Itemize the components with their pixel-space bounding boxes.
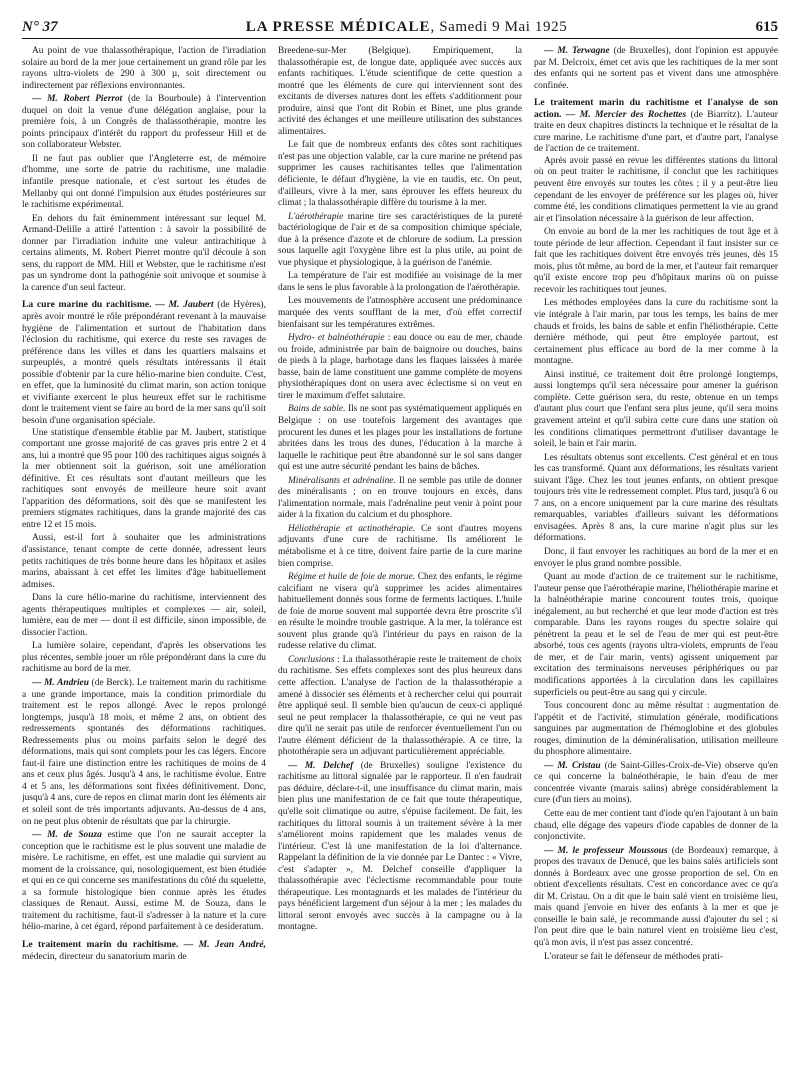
paragraph-text: (de la Bourboule) à l'intervention duquel on doit la venue d'une délégation anglaise, pour la première fois, à un Congrès de thalassothérapie, montre les points principaux d'intérêt du rapport du professeur Hill et de son collaborateur Webster. [22, 94, 266, 151]
paragraph-text: Au point de vue thalassothérapique, l'action de l'irradiation solaire au bord de la mer joue certainement un grand rôle par les rayons ultra-violets de 290 à 300 µ, soit directement ou indirectement par réflexions environnantes. [22, 46, 266, 91]
heading-continuation: (de Hyères), après avoir montré le rôle prépondérant revenant à la mauvaise hygiène de l'alimentation et surtout de l'habitation dans l'éclosion du rachitisme, qui exerce du reste ses ravages de préférence dans les villes et dans les quartiers malsains et surpeuplés, a montré quels résultats intéressants il était possible d'obtenir par la cure hélio-marine bien conduite. C'est, en effet, que la luminosité du climat marin, son action tonique et vivifiante exercent le plus heureux effet sur le rachitisme dont le traitement vient se faire au bord de la mer sans qu'il soit besoin d'une organisation spéciale. [22, 299, 266, 426]
paragraph [278, 271, 522, 294]
paragraph [534, 761, 778, 807]
paragraph-lead: Minéralisants et adrénaline. [288, 475, 396, 486]
paragraph [22, 46, 266, 92]
paragraph-text: : eau douce ou eau de mer, chaude ou froide, administrée par bain de baignoire ou douches, bains de pieds à la plage, barbotage dans les flaques laissées à marée basse, bain de lame constituent une gamme complète de moyens physiothérapiques dont on usera avec éclectisme si on veut en tirer le maximum d'effet salutaire. [278, 333, 522, 401]
paragraph [22, 641, 266, 676]
paragraph-text: Donc, il faut envoyer les rachitiques au bord de la mer et en envoyer le plus grand nombre possible. [534, 546, 778, 569]
heading-text: Le traitement marin du rachitisme et l'analyse de son action. [534, 97, 778, 120]
paragraph [22, 154, 266, 212]
paragraph [534, 952, 778, 964]
paragraph [534, 809, 778, 844]
paragraph-text: Chez des enfants, le régime calcifiant ne visera qu'à supprimer les acides alimentaires habituellement donnés sous forme de ferments lactiques. L'huile de foie de morue souvent mal supportée devra être proscrite s'il en résulte le moindre trouble gastrique. A la mer, la tolérance est souvent plus grande qu'à l'intérieur du pays en raison de la rudesse relative du climat. [278, 572, 522, 652]
paragraph-lead: Héliothérapie et actinothérapie. [288, 523, 416, 534]
page-header [22, 10, 778, 39]
paragraph [534, 547, 778, 570]
paragraph-text: Il ne semble pas utile de donner des minéralisants ; on en trouve toujours en excès, dans l'alimentation normale, mais l'adrénaline peut venir à point pour aider à la fixation du calcium et du phosphore. [278, 475, 522, 521]
heading-continuation: médecin, directeur du sanatorium marin de [22, 950, 187, 962]
paragraph [22, 94, 266, 152]
article-columns [22, 46, 778, 1078]
paragraph-text: (de Bruxelles) souligne l'existence du rachitisme au littoral signalée par le rapporteur. Il n'en faudrait pas déduire, déclare-t-il, une insuffisance du climat marin, mais bien plus une manifestation de ce fait que toute thérapeutique, qu'elle soit climatique ou autre, s'épuise facilement. De fait, les rachitiques du littoral soumis à un traitement sévère à la mer s'améliorent moins rapidement que les malades venus de l'intérieur. C'est là une manifestation de la loi d'alternance. Rappelant la définition de la vie donnée par Le Dantec : « Vivre, c'est s'adapter », M. Delchef conseille d'appliquer la thalassothérapie avec l'éclectisme recommandable pour toute thérapeutique. Les montagnards et les malades de l'intérieur du pays bénéficient largement d'un séjour à la mer ; les malades du littoral seront envoyés avec succès à la campagne ou à la montagne. [278, 760, 522, 933]
paragraph [534, 46, 778, 92]
paragraph [278, 212, 522, 270]
paragraph-text: Ce sont d'autres moyens adjuvants d'une cure de rachitisme. Ils améliorent le métabolisme et à ce titre, doivent faire partie de la cure marine bien comprise. [278, 523, 522, 569]
paragraph-text: Cette eau de mer contient tant d'iode qu'en l'ajoutant à un bain chaud, elle dégage des vapeurs d'iode capables de donner de la conjonctivite. [534, 809, 778, 843]
paragraph-text: Il ne faut pas oublier que l'Angleterre est, de mémoire d'homme, une sorte de patrie du rachitisme, une maladie infantile presque nationale, et c'est surtout les études de Mellanby qui ont donné l'impulsion aux études postérieures sur le rachitisme expérimental. [22, 153, 266, 211]
page-number: 615 [755, 19, 778, 35]
column-right [534, 46, 778, 1078]
paragraph-lead: Régime et huile de foie de morue. [288, 572, 416, 583]
paragraph-text: (de Berck). Le traitement marin du rachitisme a une grande importance, mais la condition primordiale du traitement est le repos allongé. Avec le repos prolongé longtemps, jusqu'à 18 mois, et même 2 ans, on obtient des redressements spontanés des déformations rachitiques. Redressements plus ou moins parfaits selon le degré des déformations, mais qui sont complets pour les cas légers. Encore faut-il faire une distinction entre les rachitiques de moins de 4 ans et ceux plus âgés. Jusqu'à 4 ans, le rachitisme évolue. Entre 4 et 5 ans, les déformations sont fixées définitivement. Donc, jusqu'à 4 ans, cure de repos en climat marin dont les éléments air et soleil sont de très importants adjuvants. Au-dessus de 4 ans, on ne peut plus obtenir de résultats que par la chirurgie. [22, 677, 266, 827]
paragraph-text: En dehors du fait éminemment intéressant sur lequel M. Armand-Delille a attiré l'attention : à savoir la possibilité de donner par l'irradiation induite une valeur antirachitique à certains aliments, M. Robert Pierret montre qu'il découle à son sens, du rapport de MM. Hill et Webster, que le rachitisme n'est pas un syndrome dont la pathogénie soit univoque et soumise à la carence d'un seul facteur. [22, 213, 266, 293]
paragraph-text: Après avoir passé en revue les différentes stations du littoral où on peut traiter le rachitisme, il conclut que les rachitiques peuvent être envoyés sur toutes les côtes ; il y a peut-être lieu cependant de les envoyer de préférence sur les plages où, hiver comme été, les conditions climatiques permettent la vie au grand air et l'insolation nécessaire à la guérison de leur affection. [534, 155, 778, 224]
paragraph [534, 846, 778, 950]
paragraph [534, 453, 778, 545]
speaker-name: — M. Delchef [288, 760, 354, 771]
speaker-name: — M. Terwagne [544, 46, 610, 56]
issue-date: , Samedi 9 Mai 1925 [430, 19, 568, 35]
paragraph-text: Les résultats obtenus sont excellents. C'est général et en tous les cas transformé. Quant aux déformations, les résultats varient suivant l'âge. Chez les tout jeunes enfants, on obtient presque toujours très vite le redressement complet. Plus tard, jusqu'à 6 ou 7 ans, on a encore uniquement par la cure marine des résultats remarquables, variables d'ailleurs suivant les déformations envisagées. Après 8 ans, la cure marine n'agit plus sur les déformations. [534, 452, 778, 544]
paragraph [22, 533, 266, 591]
paragraph-text: Les mouvements de l'atmosphère accusent une prédominance marquée des vents soufflant de la mer, d'où effet correctif bienfaisant sur les températures extrêmes. [278, 296, 522, 330]
paragraph-text: (de Bordeaux) remarque, à propos des travaux de Denucé, que les bains salés artificiels sont donnés à Bordeaux avec une grosse proportion de sel. On en obtient d'excellents résultats. C'est en concordance avec ce qu'a dit M. Cristau. On a dit que le bain salé vient en troisième lieu, mais quand j'envoie en hiver des enfants à la mer et que je conseille le bain salé, je recommande aussi d'ajouter du sel ; si l'on peut dire que le bain naturel vient en troisième lieu c'est, qu'à mon avis, il n'est pas assez concentré. [534, 845, 778, 949]
paragraph-text: On envoie au bord de la mer les rachitiques de tout âge et à toute période de leur affection. Cependant il faut insister sur ce fait que les rachitiques doivent être envoyés très jeunes, dès 15 mois, plus tôt même, au bord de la mer, et l'auteur fait remarquer qu'il existe encore trop peu d'hôpitaux marins où on puisse recevoir les rachitiques tout jeunes. [534, 227, 778, 295]
speaker-name: — M. Jean André, [178, 939, 266, 951]
paragraph-text: Tous concourent donc au même résultat : augmentation de l'appétit et de l'activité, stimulation générale, modifications sanguines par augmentation de l'hémoglobine et des globules rouges, diminution de la déminéralisation, utilisation meilleure du phosphore alimentaire. [534, 701, 778, 758]
speaker-name: — M. Cristau [544, 760, 601, 771]
speaker-name: — M. Robert Pierrot [32, 94, 123, 105]
issue-number: N° 37 [22, 19, 58, 35]
journal-masthead [246, 19, 568, 36]
section-heading [22, 939, 266, 962]
column-middle [278, 46, 522, 1078]
section-heading [22, 299, 266, 426]
paragraph [278, 655, 522, 759]
paragraph-text: (de Bruxelles), dont l'opinion est appuyée par M. Delcroix, émet cet avis que les rachitiques de la mer sont des enfants qui ne sortent pas et vivent dans une atmosphère confinée. [534, 46, 778, 91]
paragraph [22, 678, 266, 828]
heading-continuation: (de Biarritz). L'auteur traite en deux chapitres distincts la technique et le résultat de la cure marine. Le rachitisme d'une part, et d'autre part, l'analyse de l'action de ce traitement. [534, 108, 778, 155]
paragraph [278, 404, 522, 473]
paragraph-text: Le fait que de nombreux enfants des côtes sont rachitiques n'est pas une objection valable, car la cure marine ne prétend pas supprimer les causes rachitisantes telles que l'alimentation déficiente, le défaut d'hygiène, la vie en taudis, etc. On peut, d'ailleurs, vivre à la mer, sans éprouver les effets heureux du climat ; la thalassothérapie diffère du tourisme à la mer. [278, 140, 522, 209]
speaker-name: — M. le professeur Moussous [544, 845, 668, 856]
paragraph [22, 214, 266, 295]
paragraph-lead: Conclusions [288, 654, 335, 665]
paragraph [278, 572, 522, 653]
paragraph-text: Quant au mode d'action de ce traitement sur le rachitisme, l'auteur pense que l'aérothérapie marine, l'héliothérapie marine et la balnéothérapie marine concourent toutes trois, quoique inégalement, au but recherché et que leur mode d'action est très comparable. Dans les rayons rouges du spectre solaire qui pénètrent la peau et le sel de l'eau de mer qui est peut-être absorbé, tous ces agents (rayons ultra-violets, emprunts de l'eau de mer, et de l'air marin, vents) agissent uniquement par excitation des terminaisons nerveuses périphériques ou par modifications apportées à la circulation dans les capillaires superficiels ou peut-être au sang qui y circule. [534, 572, 778, 698]
paragraph [22, 830, 266, 934]
paragraph-text: Les méthodes employées dans la cure du rachitisme sont la vie intégrale à l'air marin, par tous les temps, les bains de mer chauds et froids, les bains de sable et enfin l'héliothérapie. Cette dernière méthode, qui peut être employée partout, est certainement plus efficace au bord de la mer comme à la montagne. [534, 298, 778, 367]
paragraph [278, 476, 522, 522]
column-left [22, 46, 266, 1078]
paragraph-text: La lumière solaire, cependant, d'après les observations les plus récentes, semble jouer un rôle prépondérant dans la cure du rachitisme au bord de la mer. [22, 641, 266, 675]
journal-name: LA PRESSE MÉDICALE [245, 19, 431, 35]
heading-text: Le traitement marin du rachitisme. [22, 939, 179, 951]
paragraph-text: L'orateur se fait le défenseur de méthodes prati- [544, 951, 723, 962]
paragraph [278, 296, 522, 331]
paragraph [278, 140, 522, 209]
paragraph-lead: Bains de sable. [288, 404, 346, 415]
paragraph [534, 701, 778, 759]
paragraph [278, 761, 522, 934]
paragraph-text: Aussi, est-il fort à souhaiter que les administrations d'assistance, tenant compte de cette donnée, adressent leurs petits rachitiques de très bonne heure dans les hôpitaux et asiles marins, abaissant à cet effet les limites d'âge habituellement admises. [22, 533, 266, 590]
paragraph-text: Breedene-sur-Mer (Belgique). Empiriquement, la thalassothérapie est, de longue date, appliquée avec succès aux enfants rachitiques. L'étude scientifique de cette question a montré que les éléments de cure qui interviennent sont des excitants de diverses natures dont les effets s'additionnent pour produire, ainsi que l'ont dit Robin et Binet, une plus grande activité des échanges et une meilleure utilisation des substances alimentaires. [278, 46, 522, 137]
heading-text: La cure marine du rachitisme. [22, 299, 152, 311]
section-heading [534, 97, 778, 155]
speaker-name: — M. Jaubert [151, 299, 214, 311]
paragraph [534, 156, 778, 225]
speaker-name: — M. Andrieu [32, 677, 89, 688]
paragraph-text: : La thalassothérapie reste le traitement de choix du rachitisme. Ses effets complexes sont des plus heureux dans cette affection. L'analyse de l'action de la thalassothérapie a amené à dissocier ses éléments et à rechercher celui qui pourrait être appliqué seul. Il semble bien qu'aucun de ceux-ci appliqué seul ne peut remplacer la thalassothérapie, ce qui ne veut pas dire qu'il ne serait pas utile de renforcer éventuellement l'un ou l'autre élément déficient de la thalassothérapie. A ce titre, la photothérapie sera un adjuvant particulièrement appréciable. [278, 654, 522, 758]
paragraph [278, 524, 522, 570]
paragraph [534, 298, 778, 367]
paragraph-text: Ainsi institué, ce traitement doit être prolongé longtemps, aussi longtemps qu'il sera nécessaire pour amener la guérison complète. Cette guérison sera, du reste, obtenue en un temps d'autant plus court que l'enfant sera plus jeune, qu'il sera moins gravement atteint et qu'il subira cette cure dans une station où les conditions climatiques permettront d'utiliser davantage le soleil, le bain et l'air marin. [534, 369, 778, 450]
paragraph-text: marine tire ses caractéristiques de la pureté bactériologique de l'air et de sa composition chimique spéciale, due à la présence d'azote et de chlorure de sodium. La pression sous laquelle agit l'oxygène libre est la plus utile, au point de vue physique et physiologique, à la guérison de l'anémie. [278, 211, 522, 268]
speaker-name: — M. de Souza [32, 830, 102, 841]
paragraph [22, 428, 266, 532]
paragraph-text: (de Saint-Gilles-Croix-de-Vie) observe qu'en ce qui concerne la balnéothérapie, le bain d'eau de mer concentrée vivante (marais salins) abrège considérablement la cure (d'un tiers au moins). [534, 760, 778, 806]
paragraph [534, 572, 778, 699]
paragraph-text: Ils ne sont pas systématiquement appliqués en Belgique : on use toutefois largement des avantages que procurent les dunes et les plages pour les installations de fortune abritées dans les trous des dunes, l'éducation à la marche à laquelle le rachitique peut être abandonné sur le sol sans danger qui est une autre sécurité pendant les bains de bâches. [278, 404, 522, 473]
paragraph [278, 333, 522, 402]
paragraph-text: La température de l'air est modifiée au voisinage de la mer dans le sens le plus favorable à la prolongation de l'aérothérapie. [278, 271, 522, 293]
speaker-name: — M. Mercier des Rochettes [561, 108, 687, 120]
paragraph [278, 46, 522, 138]
paragraph-text: Dans la cure hélio-marine du rachitisme, interviennent des agents thérapeutiques multiples et complexes — air, soleil, lumière, eau de mer — dont il est difficile, sinon impossible, de dissocier l'action. [22, 593, 266, 638]
paragraph-lead: L'aérothérapie [288, 211, 344, 222]
paragraph-text: Une statistique d'ensemble établie par M. Jaubert, statistique comportant une grosse majorité de cas graves pris entre 2 et 4 ans, lui a montré que 95 pour 100 des rachitiques aigus soignés à la mer obtiennent soit la guérison, soit une amélioration définitive. Et ces résultats sont d'autant meilleurs que les rachitiques sont envoyés de meilleure heure soit avant l'apparition des déformations, soit dès que se manifestent les premiers stigmates rachitiques, dans la grande majorité des cas entre 12 et 15 mois. [22, 427, 266, 530]
paragraph-text: estime que l'on ne saurait accepter la conception que le rachitisme est le plus souvent une maladie de misère. Le rachitisme, en effet, est une maladie qui survient au moment de la croissance, qui, nosologiquement, est bien étudiée et qui en ce qui concerne ses manifestations du côté du squelette, a sa formule histologique bien connue après les études classiques de Renaut. Aussi, estime M. de Souza, dans le traitement du rachitisme, faut-il s'adresser à la nature et la cure hélio-marine, à cet égard, répond parfaitement à ce desideratum. [22, 830, 266, 933]
paragraph [22, 593, 266, 639]
paragraph [534, 370, 778, 451]
paragraph [534, 227, 778, 296]
paragraph-lead: Hydro- et balnéothérapie [288, 333, 385, 344]
